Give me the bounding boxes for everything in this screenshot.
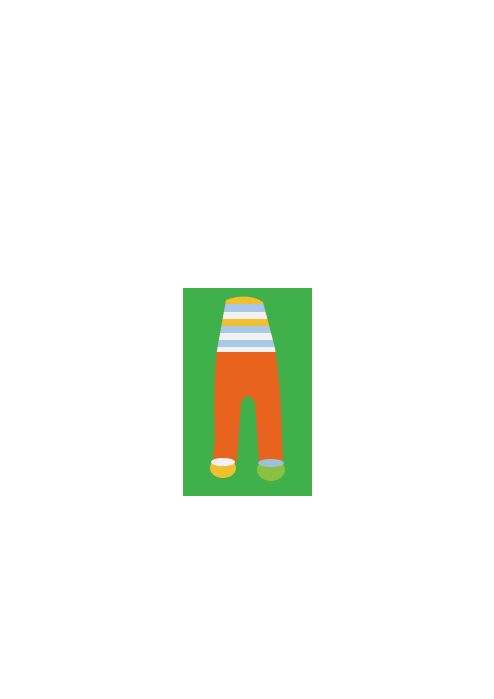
toy-body-photo <box>183 288 312 496</box>
crochet-body-illustration <box>183 288 312 496</box>
